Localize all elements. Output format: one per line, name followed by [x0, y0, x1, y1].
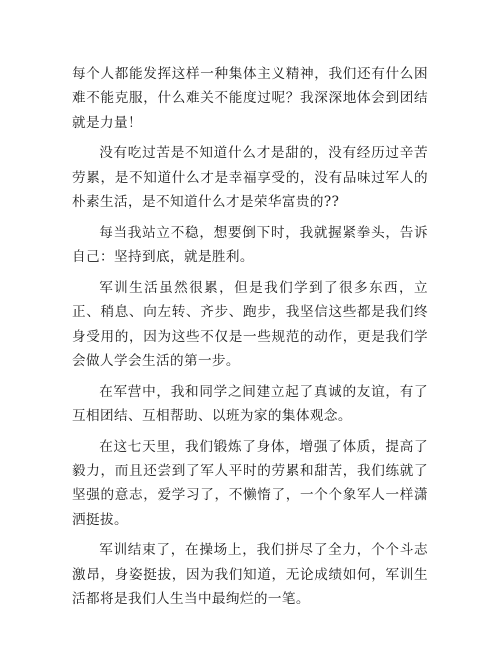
paragraph-4: 军训生活虽然很累，但是我们学到了很多东西，立正、稍息、向左转、齐步、跑步，我坚信这些都是我们终身受用的，因为这些不仅是一些规范的动作，更是我们学会做人学会生活的第一步。 — [72, 279, 428, 370]
paragraph-6: 在这七天里，我们锻炼了身体，增强了体质，提高了毅力，而且还尝到了军人平时的劳累和甜苦，我们练就了坚强的意志，爱学习了，不懒惰了，一个个象军人一样潇洒挺拔。 — [72, 438, 428, 528]
paragraph-2: 没有吃过苦是不知道什么才是甜的，没有经历过辛苦劳累，是不知道什么才是幸福享受的，没有品味过军人的朴素生活，是不知道什么才是荣华富贵的?? — [72, 145, 428, 211]
paragraph-5: 在军营中，我和同学之间建立起了真诚的友谊，有了互相团结、互相帮助、以班为家的集体观念。 — [72, 383, 428, 425]
document-body — [72, 62, 428, 618]
paragraph-1: 每个人都能发挥这样一种集体主义精神，我们还有什么困难不能克服，什么难关不能度过呢？我深深地体会到团结就是力量！ — [72, 66, 428, 131]
paragraph-3: 每当我站立不稳，想要倒下时，我就握紧拳头，告诉自己：坚持到底，就是胜利。 — [72, 224, 428, 266]
paragraph-7: 军训结束了，在操场上，我们拼尽了全力，个个斗志激昂，身姿挺拔，因为我们知道，无论成绩如何，军训生活都将是我们人生当中最绚烂的一笔。 — [72, 542, 428, 608]
